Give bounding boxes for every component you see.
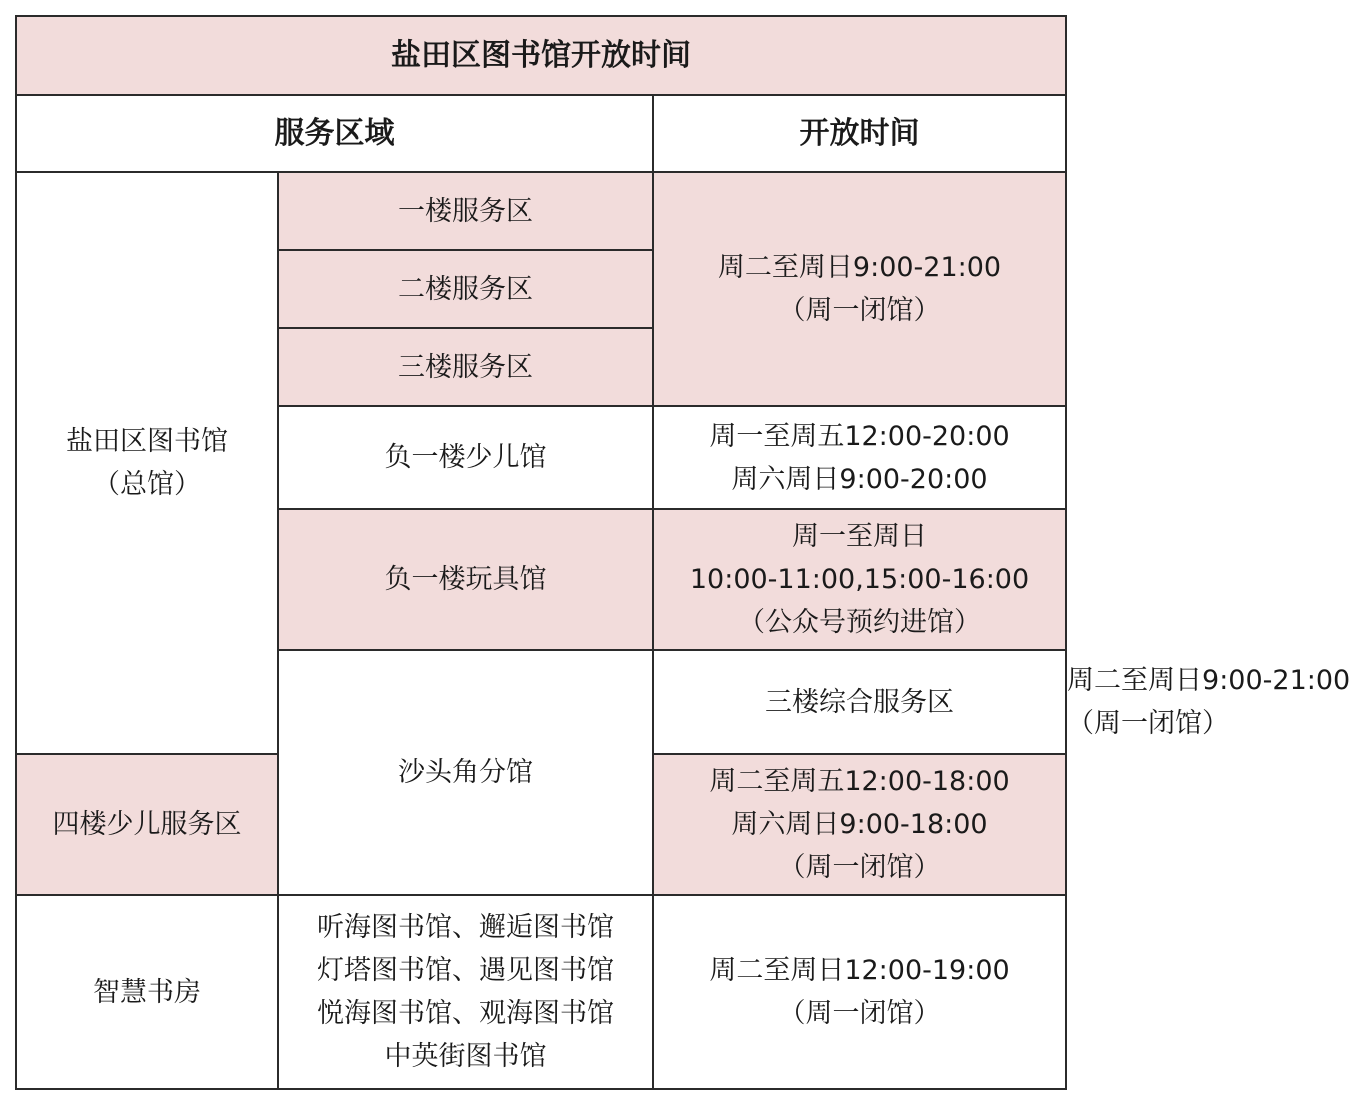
hours-floors-1-3 xyxy=(653,172,1066,406)
branch-shatoujiao: 沙头角分馆 xyxy=(278,650,653,895)
area-general-service: 三楼综合服务区 xyxy=(653,650,1066,754)
header-service-area: 服务区域 xyxy=(16,95,653,172)
area-kids-service: 四楼少儿服务区 xyxy=(16,754,278,895)
hours-line: （周一闭馆） xyxy=(778,998,941,1029)
hours-line: 周二至周日12:00-19:00 xyxy=(709,955,1010,986)
area-kids-library: 负一楼少儿馆 xyxy=(278,406,653,509)
branch-main-name: 盐田区图书馆 xyxy=(66,426,228,457)
hours-line: 周二至周日9:00-21:00 xyxy=(717,252,1002,283)
library-list-line: 中英街图书馆 xyxy=(384,1041,547,1072)
hours-toy-library xyxy=(653,509,1066,650)
table-title: 盐田区图书馆开放时间 xyxy=(16,16,1066,95)
hours-line: 周一至周五12:00-20:00 xyxy=(709,420,1010,452)
hours-line: （周一闭馆） xyxy=(778,295,941,326)
area-floor1: 一楼服务区 xyxy=(278,172,653,250)
header-opening-hours: 开放时间 xyxy=(653,95,1066,172)
branch-main-subtitle: （总馆） xyxy=(93,469,201,500)
library-list-line: 灯塔图书馆、遇见图书馆 xyxy=(317,955,614,986)
hours-line: 周一至周日 xyxy=(792,521,928,552)
area-floor2: 二楼服务区 xyxy=(278,250,653,328)
hours-smart-libraries xyxy=(653,895,1066,1089)
library-list-line: 悦海图书馆、观海图书馆 xyxy=(317,998,614,1029)
area-floor3: 三楼服务区 xyxy=(278,328,653,406)
opening-hours-table: 盐田区图书馆开放时间 服务区域 开放时间 盐田区图书馆 （总馆） 一楼服务区 周二至周日9:00-21:00 （周一闭馆） 二楼服务区 三楼服务区 负一楼少儿馆 周一至周五12:00-20:00 周六周日9:00-20:00 负一楼玩具馆 周一至周日 10:00-11:00,15:00-16:00 （公众号预约进馆） 沙头角分馆 三楼综合服务区 周二至周日9:00-21:00 （周一闭馆） 四楼少儿服务区 周二至周五12:00-18:00 周六周日9:00-18:00 （周一闭馆） 智慧书房 听海图书馆、邂逅图书馆 灯塔图书馆、遇见图书馆 悦海图书馆、观海图书馆 中英街图书馆 周二至周日12:00-19:00 （周一闭馆） xyxy=(15,15,1067,1090)
hours-line: （公众号预约进馆） xyxy=(738,607,982,638)
hours-line: 周六周日9:00-18:00 xyxy=(731,809,988,840)
hours-kids-service xyxy=(653,754,1066,895)
branch-main-library xyxy=(16,172,278,754)
area-toy-library: 负一楼玩具馆 xyxy=(278,509,653,650)
hours-line: 周六周日9:00-20:00 xyxy=(731,463,988,495)
hours-line: 周二至周五12:00-18:00 xyxy=(709,766,1010,797)
library-list-line: 听海图书馆、邂逅图书馆 xyxy=(317,912,614,943)
hours-line: 10:00-11:00,15:00-16:00 xyxy=(689,564,1030,595)
hours-kids-library xyxy=(653,406,1066,509)
hours-line: （周一闭馆） xyxy=(778,852,941,883)
branch-smart-study: 智慧书房 xyxy=(16,895,278,1089)
area-smart-libraries xyxy=(278,895,653,1089)
